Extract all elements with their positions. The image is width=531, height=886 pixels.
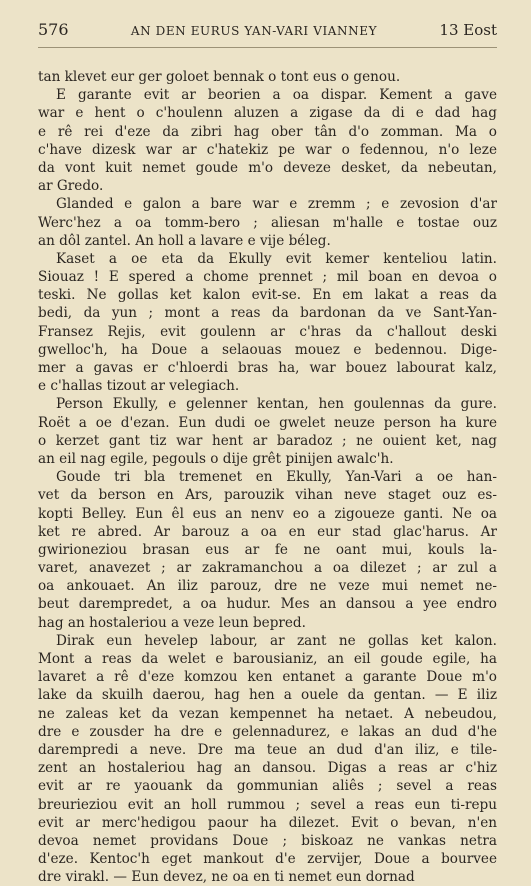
paragraph <box>38 250 497 396</box>
text-line: o kerzet gant tiz war hent ar baradoz ; ne ouient ket, nag <box>38 432 497 449</box>
text-line: vet da berson en Ars, parouzik vihan neve staget ouz es- <box>38 487 497 504</box>
running-header <box>38 20 497 48</box>
text-line: war e hent o c'houlenn aluzen a zigase da di e dad hag <box>38 105 497 122</box>
text-line: E garante evit ar beorien a oa dispar. Kement a gave <box>56 87 497 104</box>
text-line: breurieziou evit an holl rummou ; sevel a reas eun ti-repu <box>38 796 497 813</box>
running-title: AN DEN EURUS YAN-VARI VIANNEY <box>130 24 378 38</box>
text-line: kopti Belley. Eun êl eus an nenv eo a zigoueze ganti. Ne oa <box>38 505 497 522</box>
paragraph <box>38 395 497 468</box>
text-line: evit ar merc'hedigou paour ha dilezet. Evit o bevan, n'en <box>38 814 497 831</box>
text-line: evit ar re yaouank da gommunian aliês ; sevel a reas <box>38 778 497 795</box>
text-line: ne zaleas ket da vezan kempennet ha netaet. A nebeudou, <box>38 705 497 722</box>
text-line: darempredi a neve. Dre ma teue an dud d'an iliz, e tile- <box>38 741 497 758</box>
text-line: d'eze. Kentoc'h eget mankout d'e zervijer, Doue a bourvee <box>38 851 497 868</box>
text-line: e c'hallas tizout ar velegiach. <box>38 378 240 395</box>
text-line: lavaret a rê d'eze komzou ken entanet a garante Doue m'o <box>38 669 497 686</box>
text-line: Person Ekully, e gelenner kentan, hen goulennas da gure. <box>56 396 497 413</box>
text-line: varet, anavezet ; ar zakramanchou a oa dilezet ; ar zul a <box>38 560 497 577</box>
header-date: 13 Eost <box>439 21 497 39</box>
text-line: Fransez Rejis, evit goulenn ar c'hras da c'hallout deski <box>38 323 497 340</box>
paragraph <box>38 86 497 195</box>
page-number: 576 <box>38 20 69 39</box>
text-line: hag an hostaleriou a veze leun bepred. <box>38 614 306 631</box>
paragraph <box>38 68 497 86</box>
text-line: dre e zousder ha dre e gelennadurez, e lakas an dud d'he <box>38 723 497 740</box>
text-line: an eil nag egile, pegouls o dije grêt pinijen awalc'h. <box>38 450 394 467</box>
text-line: oa ankouaet. An iliz parouz, dre ne veze mui nemet ne- <box>38 578 497 595</box>
paragraph <box>38 632 497 886</box>
text-line: tan klevet eur ger goloet bennak o tont eus o genou. <box>38 69 401 85</box>
paragraph <box>38 195 497 250</box>
body-text <box>38 68 497 886</box>
text-line: Mont a reas da welet e barousianiz, an eil goude egile, ha <box>38 651 497 667</box>
text-line: beut darempredet, a oa hudur. Mes an dansou a yee endro <box>38 596 497 613</box>
text-line: e rê rei d'eze da zibri hag ober tân d'o zomman. Ma o <box>38 123 497 140</box>
text-line: Glanded e galon a bare war e zremm ; e zevosion d'ar <box>56 196 497 213</box>
paragraph <box>38 468 497 632</box>
text-line: bedi, da yun ; mont a reas da bardonan da ve Sant-Yan- <box>38 305 497 322</box>
text-line: Dirak eun hevelep labour, ar zant ne gollas ket kalon. <box>56 632 497 649</box>
text-line: ket re abred. Ar barouz a oa en eur stad glac'harus. Ar <box>38 523 497 540</box>
text-line: Goude tri bla tremenet en Ekully, Yan-Vari a oe han- <box>56 469 497 486</box>
text-line: devoa nemet providans Doue ; biskoaz ne vankas netra <box>38 832 497 849</box>
text-line: Werc'hez a oa tomm-bero ; aliesan m'halle e tostae ouz <box>38 214 497 231</box>
text-line: an dôl zantel. An holl a lavare e vije béleg. <box>38 232 331 249</box>
text-line: c'have dizesk war ar c'hatekiz pe war o fedennou, n'o leze <box>38 141 497 158</box>
text-line: ar Gredo. <box>38 178 104 195</box>
text-line: teski. Ne gollas ket kalon evit-se. En em lakat a reas da <box>38 287 497 304</box>
text-line: lake da skuilh daerou, hag hen a ouele da gentan. — E iliz <box>38 687 497 704</box>
text-line: mer a gavas er c'hloerdi bras ha, war bouez labourat kalz, <box>38 360 497 376</box>
text-line: Kaset a oe eta da Ekully evit kemer kenteliou latin. <box>56 250 497 267</box>
text-line: gwelloc'h, ha Doue a selaouas mouez e bedennou. Dige- <box>38 341 497 358</box>
text-line: Roët a oe d'ezan. Eun dudi oe gwelet neuze person ha kure <box>38 414 497 431</box>
text-line: gwirioneziou brasan eus ar fe ne oant mui, kouls la- <box>38 541 497 558</box>
text-line: dre virakl. — Eun devez, ne oa en ti nemet eun dornad <box>38 869 415 886</box>
text-line: Siouaz ! E spered a chome prennet ; mil boan en devoa o <box>38 269 497 286</box>
text-line: da vont kuit nemet goude m'o deveze desket, da nebeutan, <box>38 159 497 176</box>
text-line: zent an hostaleriou hag an dansou. Digas a reas ar c'hiz <box>38 760 497 777</box>
